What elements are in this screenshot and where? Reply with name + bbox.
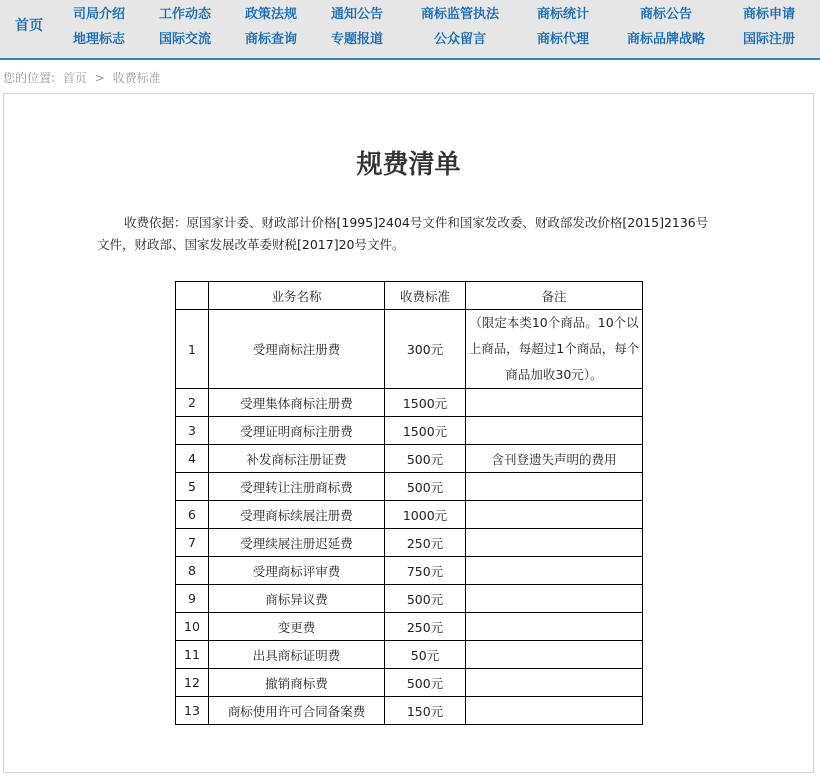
service-note: 含刊登遗失声明的费用 [466,445,643,473]
service-name: 商标异议费 [209,585,385,613]
table-row [176,585,643,613]
table-row [176,417,643,445]
column-header-fee: 收费标准 [385,282,466,310]
service-note [466,529,643,557]
nav-item[interactable]: 地理标志 [72,32,126,47]
column-header-name: 业务名称 [209,282,385,310]
nav-item[interactable]: 商标代理 [536,32,590,47]
column-header-note: 备注 [466,282,643,310]
service-note [466,585,643,613]
service-fee: 250元 [385,613,466,641]
service-name: 受理续展注册迟延费 [209,529,385,557]
service-name: 受理集体商标注册费 [209,389,385,417]
breadcrumb [3,69,165,86]
nav-item[interactable]: 工作动态 [158,7,212,22]
service-name: 补发商标注册证费 [209,445,385,473]
row-number: 3 [176,417,209,445]
nav-item[interactable]: 商标申请 [742,7,796,22]
service-fee: 150元 [385,697,466,725]
service-fee: 50元 [385,641,466,669]
service-note: （限定本类10个商品。10个以上商品，每超过1个商品，每个商品加收30元）。 [466,310,643,389]
row-number: 4 [176,445,209,473]
nav-item[interactable]: 公众留言 [433,32,487,47]
service-name: 受理转让注册商标费 [209,473,385,501]
service-fee: 750元 [385,557,466,585]
row-number: 5 [176,473,209,501]
column-header-no [176,282,209,310]
nav-item[interactable]: 商标品牌战略 [626,32,706,47]
fee-basis-paragraph: 收费依据：原国家计委、财政部计价格[1995]2404号文件和国家发改委、财政部发改价格[2015]2136号文件，财政部、国家发展改革委财税[2017]20号文件。 [97,215,709,252]
service-fee: 250元 [385,529,466,557]
service-fee: 1500元 [385,417,466,445]
nav-home[interactable]: 首页 [15,18,43,34]
table-row [176,697,643,725]
row-number: 6 [176,501,209,529]
service-name: 受理商标续展注册费 [209,501,385,529]
service-name: 受理证明商标注册费 [209,417,385,445]
breadcrumb-current: 收费标准 [112,71,161,85]
service-note [466,613,643,641]
service-note [466,501,643,529]
service-fee: 300元 [385,310,466,389]
row-number: 10 [176,613,209,641]
service-fee: 500元 [385,669,466,697]
table-row [176,389,643,417]
service-fee: 1500元 [385,389,466,417]
row-number: 13 [176,697,209,725]
service-name: 变更费 [209,613,385,641]
row-number: 8 [176,557,209,585]
nav-item[interactable]: 国际交流 [158,32,212,47]
table-row [176,501,643,529]
service-note [466,389,643,417]
service-note [466,697,643,725]
table-row [176,310,643,389]
breadcrumb-separator: > [94,71,105,85]
service-name: 商标使用许可合同备案费 [209,697,385,725]
row-number: 11 [176,641,209,669]
fee-table [175,281,643,725]
service-note [466,669,643,697]
nav-item[interactable]: 国际注册 [742,32,796,47]
table-header-row [176,282,643,310]
row-number: 2 [176,389,209,417]
table-row [176,557,643,585]
table-row [176,473,643,501]
nav-item[interactable]: 商标统计 [536,7,590,22]
table-row [176,669,643,697]
row-number: 9 [176,585,209,613]
row-number: 1 [176,310,209,389]
service-note [466,557,643,585]
service-fee: 500元 [385,445,466,473]
service-note [466,417,643,445]
row-number: 12 [176,669,209,697]
service-name: 受理商标注册费 [209,310,385,389]
service-fee: 500元 [385,585,466,613]
service-name: 受理商标评审费 [209,557,385,585]
table-row [176,529,643,557]
table-row [176,641,643,669]
nav-item[interactable]: 政策法规 [244,7,298,22]
nav-item[interactable]: 商标查询 [244,32,298,47]
table-row [176,613,643,641]
breadcrumb-label: 您的位置: [3,71,56,85]
breadcrumb-home-link[interactable]: 首页 [62,71,87,85]
nav-item[interactable]: 司局介绍 [72,7,126,22]
nav-item[interactable]: 专题报道 [330,32,384,47]
service-note [466,473,643,501]
service-fee: 500元 [385,473,466,501]
top-navigation [0,0,820,60]
table-row [176,445,643,473]
nav-item[interactable]: 商标公告 [639,7,693,22]
row-number: 7 [176,529,209,557]
nav-item[interactable]: 商标监管执法 [420,7,500,22]
nav-item[interactable]: 通知公告 [330,7,384,22]
content-panel [3,93,814,773]
page-title: 规费清单 [356,150,461,180]
service-fee: 1000元 [385,501,466,529]
service-name: 出具商标证明费 [209,641,385,669]
service-name: 撤销商标费 [209,669,385,697]
service-note [466,641,643,669]
